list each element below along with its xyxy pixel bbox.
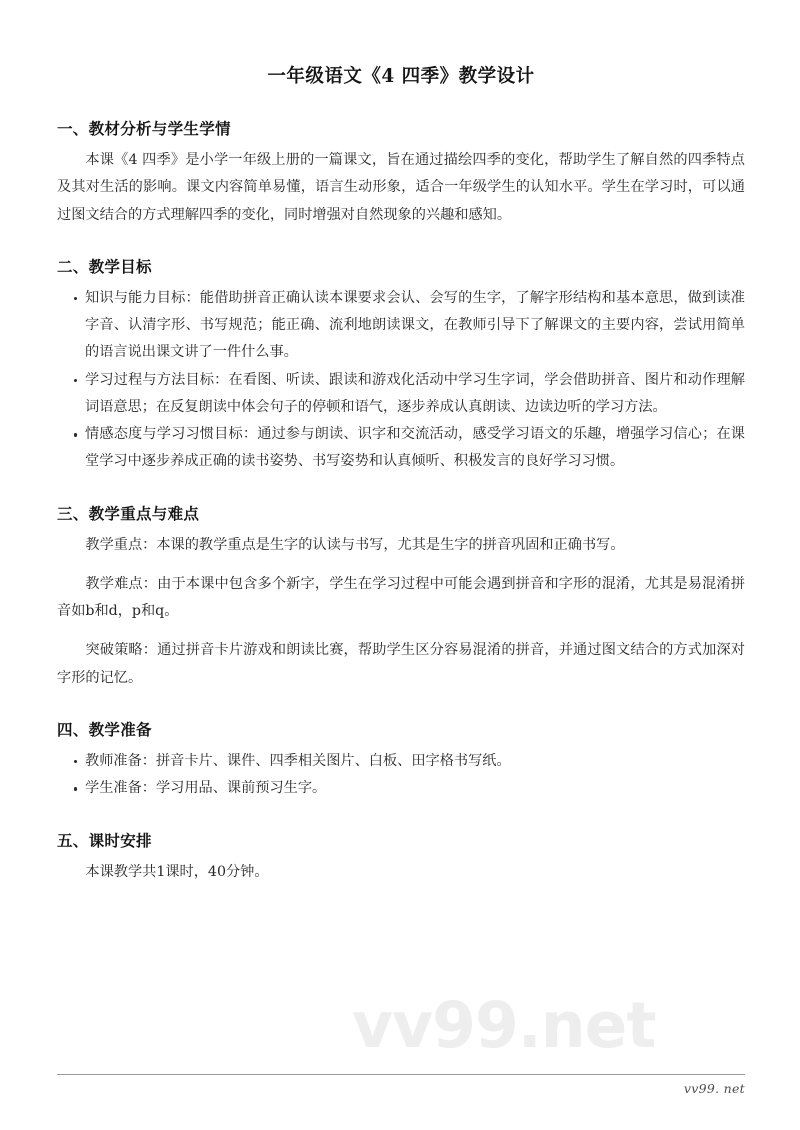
paragraph: 本课《4 四季》是小学一年级上册的一篇课文，旨在通过描绘四季的变化，帮助学生了解自然的四季特点及其对生活的影响。课文内容简单易懂，语言生动形象，适合一年级学生的认知水平。学生在学习时，可以通过图文结合的方式理解四季的变化，同时增强对自然现象的兴趣和感知。 <box>57 152 745 223</box>
section-class-hours <box>57 829 745 886</box>
list-item: 学生准备：学习用品、课前预习生字。 <box>57 775 745 802</box>
section-heading: 四、教学准备 <box>57 719 152 739</box>
list-item: 学习过程与方法目标：在看图、听读、跟读和游戏化活动中学习生字词，学会借助拼音、图片和动作理解词语意思；在反复朗读中体会句子的停顿和语气，逐步养成认真朗读、边读边听的学习方法。 <box>57 367 745 422</box>
page-footer <box>57 1074 745 1096</box>
section-heading: 一、教材分析与学生学情 <box>57 119 231 138</box>
list-item: 情感态度与学习习惯目标：通过参与朗读、识字和交流活动，感受学习语文的乐趣，增强学习信心；在课堂学习中逐步养成正确的读书姿势、书写姿势和认真倾听、积极发言的良好学习习惯。 <box>57 421 745 476</box>
preparation-list <box>57 748 745 803</box>
section-teaching-objectives <box>57 255 745 476</box>
section-key-points-and-difficulties <box>57 502 745 692</box>
paragraph: 突破策略：通过拼音卡片游戏和朗读比赛，帮助学生区分容易混淆的拼音，并通过图文结合的方式加深对字形的记忆。 <box>57 642 745 686</box>
footer-site-label: vv99. net <box>683 1081 745 1096</box>
footer-divider <box>57 1074 745 1075</box>
list-item: 知识与能力目标：能借助拼音正确认读本课要求会认、会写的生字，了解字形结构和基本意思，做到读准字音、认清字形、书写规范；能正确、流利地朗读课文，在教师引导下了解课文的主要内容，尝试用简单的语言说出课文讲了一件什么事。 <box>57 285 745 367</box>
paragraph: 教学重点：本课的教学重点是生字的认读与书写，尤其是生字的拼音巩固和正确书写。 <box>85 536 625 553</box>
paragraph: 教学难点：由于本课中包含多个新字，学生在学习过程中可能会遇到拼音和字形的混淆，尤其是易混淆拼音如b和d，p和q。 <box>57 575 745 620</box>
objectives-list <box>57 285 745 476</box>
section-heading: 二、教学目标 <box>57 256 152 276</box>
section-heading: 五、课时安排 <box>57 830 152 850</box>
section-teaching-material-analysis <box>57 117 745 229</box>
page-title: 一年级语文《4 四季》教学设计 <box>267 66 535 87</box>
paragraph: 本课教学共1课时，40分钟。 <box>85 863 269 880</box>
section-heading: 三、教学重点与难点 <box>57 503 200 523</box>
document-content <box>57 0 745 886</box>
section-teaching-preparation <box>57 718 745 803</box>
list-item: 教师准备：拼音卡片、课件、四季相关图片、白板、田字格书写纸。 <box>57 748 745 775</box>
watermark-vv99net: vv99.net <box>352 989 656 1062</box>
